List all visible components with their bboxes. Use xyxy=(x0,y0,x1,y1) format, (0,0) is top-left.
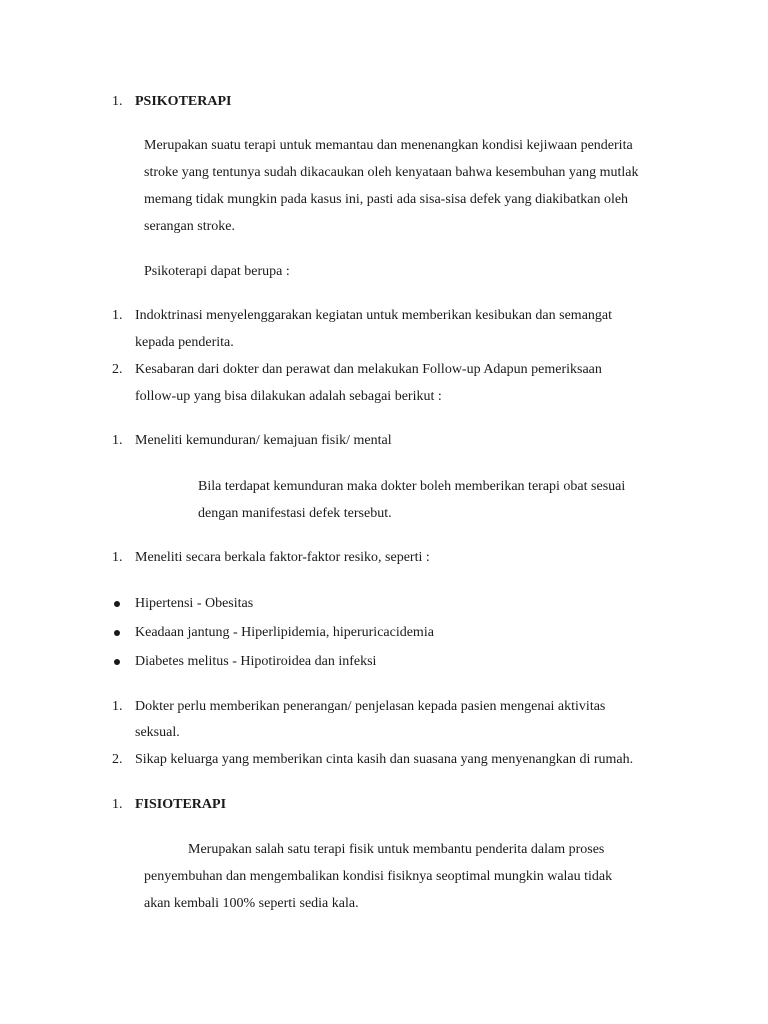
list-item-line: Dokter perlu memberikan penerangan/ penjelasan kepada pasien mengenai aktivitas xyxy=(135,699,606,714)
list-item-line: kepada penderita. xyxy=(135,335,234,350)
paragraph-line: serangan stroke. xyxy=(144,219,235,234)
list-item-line: Indoktrinasi menyelenggarakan kegiatan untuk memberikan kesibukan dan semangat xyxy=(135,308,613,323)
list-number: 1. xyxy=(112,699,123,714)
paragraph-line: penyembuhan dan mengembalikan kondisi fisiknya seoptimal mungkin walau tidak xyxy=(144,869,613,884)
paragraph-line: memang tidak mungkin pada kasus ini, pasti ada sisa-sisa defek yang diakibatkan oleh xyxy=(144,192,629,207)
list-item-line: Sikap keluarga yang memberikan cinta kasih dan suasana yang menyenangkan di rumah. xyxy=(135,752,634,767)
list-item-line: Meneliti kemunduran/ kemajuan fisik/ mental xyxy=(135,433,392,448)
section-title: FISIOTERAPI xyxy=(135,797,227,812)
section-number: 1. xyxy=(112,797,123,812)
list-number: 1. xyxy=(112,308,123,323)
paragraph-line: stroke yang tentunya sudah dikacaukan oleh kenyataan bahwa kesembuhan yang mutlak xyxy=(144,165,639,180)
paragraph-line: akan kembali 100% seperti sedia kala. xyxy=(144,896,359,911)
bullet-icon xyxy=(114,601,120,607)
list-item-line: follow-up yang bisa dilakukan adalah sebagai berikut : xyxy=(135,389,442,404)
list-number: 1. xyxy=(112,433,123,448)
paragraph-line: Merupakan salah satu terapi fisik untuk membantu penderita dalam proses xyxy=(188,842,605,857)
paragraph-line: Merupakan suatu terapi untuk memantau dan menenangkan kondisi kejiwaan penderita xyxy=(144,138,633,153)
section-number: 1. xyxy=(112,94,123,109)
list-item-line: seksual. xyxy=(135,725,180,740)
list-item-line: Kesabaran dari dokter dan perawat dan melakukan Follow-up Adapun pemeriksaan xyxy=(135,362,602,377)
list-number: 1. xyxy=(112,550,123,565)
paragraph-line: Bila terdapat kemunduran maka dokter boleh memberikan terapi obat sesuai xyxy=(198,479,626,494)
list-number: 2. xyxy=(112,752,123,767)
section-title: PSIKOTERAPI xyxy=(135,94,232,109)
list-number: 2. xyxy=(112,362,123,377)
bullet-icon xyxy=(114,630,120,636)
paragraph-line: Psikoterapi dapat berupa : xyxy=(144,264,290,279)
paragraph-line: dengan manifestasi defek tersebut. xyxy=(198,506,392,521)
list-item-line: Meneliti secara berkala faktor-faktor resiko, seperti : xyxy=(135,550,430,565)
bullet-item: Diabetes melitus - Hipotiroidea dan infeksi xyxy=(135,654,377,669)
bullet-item: Keadaan jantung - Hiperlipidemia, hiperuricacidemia xyxy=(135,625,434,640)
bullet-icon xyxy=(114,659,120,665)
bullet-item: Hipertensi - Obesitas xyxy=(135,596,254,611)
